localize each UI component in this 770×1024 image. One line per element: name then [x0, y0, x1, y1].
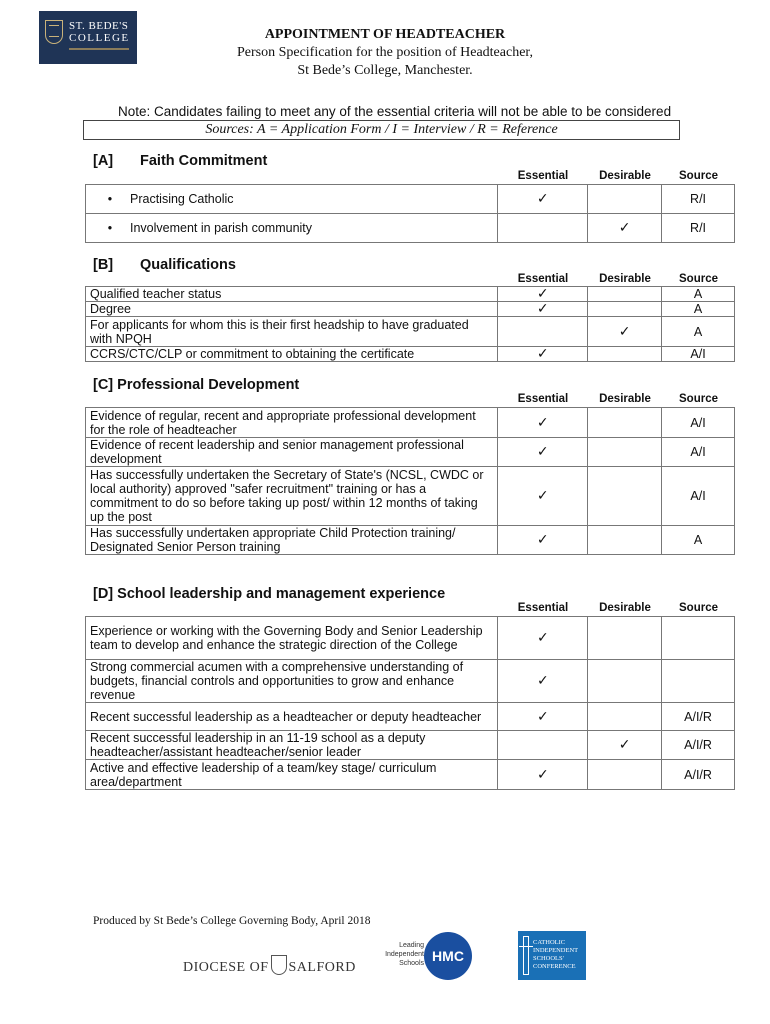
- criteria-row: [86, 408, 735, 438]
- section-c-source-header: Source: [679, 393, 718, 405]
- criterion-label: Strong commercial acumen with a comprehensive understanding of budgets, financial controls and opportunities to grow and enhance revenue: [90, 660, 464, 702]
- criteria-row: [86, 438, 735, 467]
- desirable-check-icon: ✓: [618, 737, 631, 753]
- essential-check-icon: ✓: [536, 488, 549, 504]
- criterion-text: [86, 438, 498, 467]
- criterion-label: CCRS/CTC/CLP or commitment to obtaining the certificate: [90, 347, 415, 361]
- source-cell: [662, 617, 735, 660]
- section-a-label: [A]: [93, 153, 114, 169]
- bullet: •: [107, 221, 113, 235]
- document-title: APPOINTMENT OF HEADTEACHER: [264, 27, 506, 42]
- criteria-row: [86, 703, 735, 731]
- section-b-source-header: Source: [679, 273, 718, 285]
- essential-cell: [498, 347, 588, 362]
- section-b-table: [85, 286, 735, 362]
- desirable-cell: [588, 317, 662, 347]
- essential-check-icon: ✓: [536, 191, 549, 207]
- criterion-label: Recent successful leadership as a headteacher or deputy headteacher: [90, 709, 482, 724]
- criterion-label: Evidence of recent leadership and senior management professional development: [90, 438, 464, 466]
- criteria-row: [86, 347, 735, 362]
- diocese-right-text: SALFORD: [288, 960, 356, 975]
- criteria-row: [86, 467, 735, 526]
- desirable-cell: [588, 731, 662, 760]
- criterion-text: [86, 287, 498, 302]
- criterion-text: [86, 731, 498, 760]
- criterion-label: Degree: [90, 302, 131, 316]
- source-cell: A/I: [662, 408, 735, 438]
- criterion-label: For applicants for whom this is their first headship to have graduated with NPQH: [90, 317, 469, 346]
- criteria-row: [86, 760, 735, 790]
- section-b-essential-header: Essential: [517, 273, 569, 285]
- criterion-text: [86, 660, 498, 703]
- essential-check-icon: ✓: [536, 673, 549, 689]
- section-d-desirable-header: Desirable: [599, 602, 651, 614]
- logo-line-1: ST. BEDE'S: [69, 20, 129, 32]
- essential-cell: [498, 408, 588, 438]
- section-a-essential-header: Essential: [517, 170, 569, 182]
- bullet: •: [107, 192, 113, 206]
- criterion-label: Recent successful leadership in an 11-19 school as a deputy headteacher/assistant headteacher/senior leader: [90, 731, 426, 759]
- desirable-cell: [588, 302, 662, 317]
- source-cell: A/I: [662, 438, 735, 467]
- cisc-line: CATHOLIC: [533, 939, 566, 946]
- essential-cell: [498, 438, 588, 467]
- catholic-independent-schools-conference-logo: [518, 931, 586, 980]
- criterion-text: [86, 617, 498, 660]
- desirable-check-icon: ✓: [618, 220, 631, 236]
- desirable-cell: [588, 408, 662, 438]
- criterion-text: [86, 760, 498, 790]
- criterion-label: Has successfully undertaken the Secretary of State's (NCSL, CWDC or local authority) approved "safer recruitment" training or has a commitment to do so before taking up post/ within 12 months of taking up the post: [90, 468, 484, 524]
- sources-legend: Sources: A = Application Form / I = Interview / R = Reference: [83, 120, 680, 140]
- criterion-text: [86, 214, 498, 243]
- diocese-shield-icon: [271, 955, 287, 975]
- produced-by-note: Produced by St Bede’s College Governing Body, April 2018: [93, 915, 371, 927]
- section-c-table: [85, 407, 735, 555]
- desirable-cell: [588, 467, 662, 526]
- criterion-label: Active and effective leadership of a team/key stage/ curriculum area/department: [90, 760, 437, 789]
- criteria-row: [86, 302, 735, 317]
- criterion-label: Evidence of regular, recent and appropriate professional development for the role of headteacher: [90, 408, 476, 437]
- essential-cell: [498, 214, 588, 243]
- leading-independent-schools-text: [376, 941, 424, 968]
- essential-cell: [498, 185, 588, 214]
- criteria-row: [86, 317, 735, 347]
- source-cell: A/I: [662, 347, 735, 362]
- criterion-label: Practising Catholic: [130, 192, 234, 206]
- essential-criteria-note: Note: Candidates failing to meet any of the essential criteria will not be able to be considered: [118, 104, 672, 119]
- diocese-left-text: DIOCESE OF: [183, 960, 269, 975]
- desirable-cell: [588, 526, 662, 555]
- logo-line-2: COLLEGE: [69, 32, 130, 44]
- essential-cell: [498, 302, 588, 317]
- cisc-line: INDEPENDENT: [533, 947, 579, 954]
- essential-check-icon: ✓: [536, 630, 549, 646]
- diocese-of-salford-logo: [183, 955, 356, 976]
- criterion-text: [86, 317, 498, 347]
- section-c-essential-header: Essential: [517, 393, 569, 405]
- criteria-row: [86, 617, 735, 660]
- essential-cell: [498, 317, 588, 347]
- source-cell: R/I: [662, 185, 735, 214]
- desirable-cell: [588, 347, 662, 362]
- desirable-cell: [588, 185, 662, 214]
- section-d-essential-header: Essential: [517, 602, 569, 614]
- essential-cell: [498, 287, 588, 302]
- essential-cell: [498, 660, 588, 703]
- essential-check-icon: ✓: [536, 708, 549, 725]
- desirable-cell: [588, 438, 662, 467]
- criteria-row: [86, 185, 735, 214]
- criterion-text: [86, 703, 498, 731]
- section-a-source-header: Source: [679, 170, 718, 182]
- criterion-label: Experience or working with the Governing Body and Senior Leadership team to develop and enhance the strategic direction of the College: [90, 624, 483, 652]
- document-subtitle: Person Specification for the position of Headteacher,: [236, 45, 534, 60]
- essential-check-icon: ✓: [536, 346, 549, 362]
- source-cell: A/I/R: [662, 703, 735, 731]
- lis-line: Leading: [399, 942, 424, 949]
- criteria-row: [86, 731, 735, 760]
- section-a-table: [85, 184, 735, 243]
- cross-icon: [523, 936, 529, 975]
- source-cell: R/I: [662, 214, 735, 243]
- criterion-text: [86, 526, 498, 555]
- essential-check-icon: ✓: [536, 414, 549, 431]
- desirable-check-icon: ✓: [618, 323, 631, 340]
- criteria-row: [86, 660, 735, 703]
- section-a-desirable-header: Desirable: [599, 170, 651, 182]
- desirable-cell: [588, 214, 662, 243]
- essential-check-icon: ✓: [536, 286, 549, 302]
- essential-cell: [498, 467, 588, 526]
- criteria-row: [86, 287, 735, 302]
- essential-cell: [498, 760, 588, 790]
- source-cell: A/I/R: [662, 731, 735, 760]
- section-b-label: [B]: [93, 257, 114, 273]
- section-d-source-header: Source: [679, 602, 718, 614]
- essential-cell: [498, 526, 588, 555]
- source-cell: A: [662, 302, 735, 317]
- essential-check-icon: ✓: [536, 301, 549, 317]
- desirable-cell: [588, 660, 662, 703]
- source-cell: [662, 660, 735, 703]
- criterion-label: Qualified teacher status: [90, 287, 222, 301]
- essential-check-icon: ✓: [536, 444, 549, 460]
- essential-cell: [498, 731, 588, 760]
- cisc-line: CONFERENCE: [533, 963, 576, 970]
- desirable-cell: [588, 760, 662, 790]
- criterion-text: [86, 408, 498, 438]
- section-c-title: [C] Professional Development: [93, 377, 300, 393]
- hmc-logo: HMC: [424, 932, 472, 980]
- source-cell: A/I: [662, 467, 735, 526]
- essential-cell: [498, 703, 588, 731]
- source-cell: A: [662, 317, 735, 347]
- essential-cell: [498, 617, 588, 660]
- section-d-table: [85, 616, 735, 790]
- section-a-title: Faith Commitment: [140, 153, 268, 169]
- desirable-cell: [588, 703, 662, 731]
- school-name: St Bede’s College, Manchester.: [297, 63, 473, 78]
- criteria-row: [86, 214, 735, 243]
- source-cell: A: [662, 287, 735, 302]
- criterion-label: Has successfully undertaken appropriate Child Protection training/ Designated Senior Person training: [90, 526, 456, 554]
- criterion-text: [86, 347, 498, 362]
- essential-check-icon: ✓: [536, 532, 549, 548]
- desirable-cell: [588, 287, 662, 302]
- source-cell: A/I/R: [662, 760, 735, 790]
- section-b-title: Qualifications: [140, 257, 236, 273]
- desirable-cell: [588, 617, 662, 660]
- cisc-line: SCHOOLS': [533, 955, 564, 962]
- section-b-desirable-header: Desirable: [599, 273, 651, 285]
- essential-check-icon: ✓: [536, 766, 549, 783]
- section-c-desirable-header: Desirable: [599, 393, 651, 405]
- criteria-row: [86, 526, 735, 555]
- criterion-text: [86, 302, 498, 317]
- lis-line: Independent: [385, 951, 424, 958]
- source-cell: A: [662, 526, 735, 555]
- lis-line: Schools: [399, 960, 424, 967]
- section-d-title: [D] School leadership and management experience: [93, 586, 446, 602]
- criterion-text: [86, 185, 498, 214]
- criterion-label: Involvement in parish community: [130, 221, 313, 235]
- criterion-text: [86, 467, 498, 526]
